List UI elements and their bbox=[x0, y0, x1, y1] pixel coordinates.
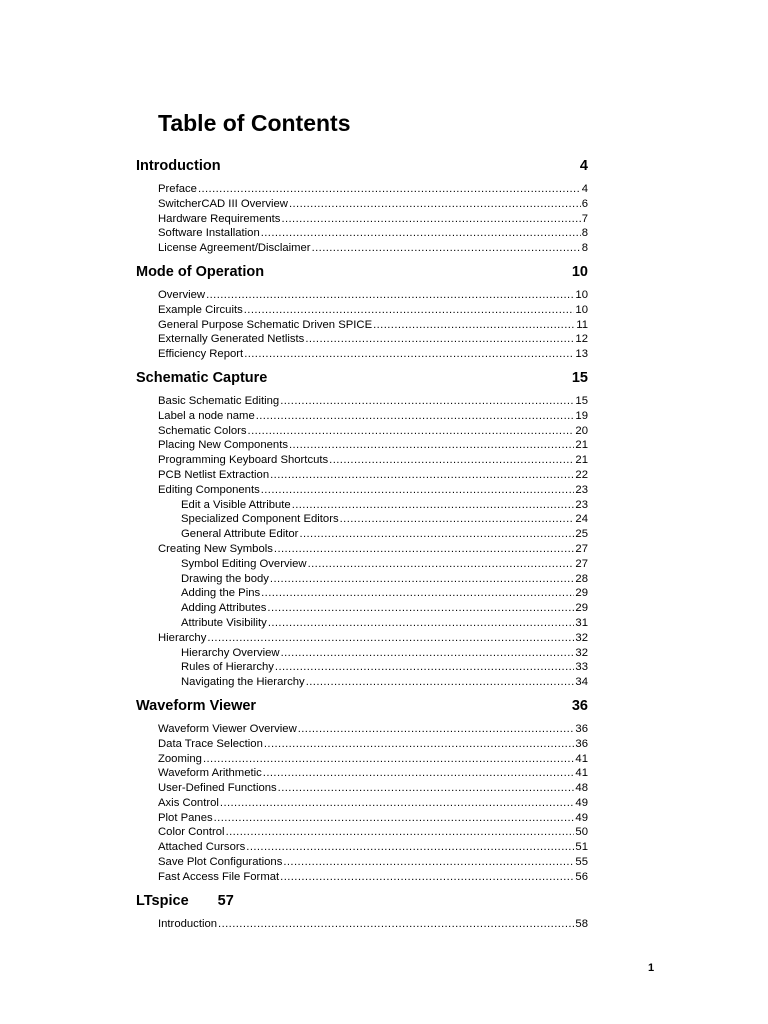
entry-page-number: 22 bbox=[575, 468, 588, 481]
entry-label: Specialized Component Editors bbox=[181, 513, 339, 526]
page-number: 1 bbox=[648, 962, 655, 974]
entry-label: Software Installation bbox=[158, 227, 260, 240]
entry-label: Axis Control bbox=[158, 796, 219, 809]
entry-page-number: 12 bbox=[575, 333, 588, 346]
entry-page-number: 48 bbox=[575, 782, 588, 795]
toc-entry[interactable] bbox=[136, 646, 588, 661]
toc-entry[interactable] bbox=[136, 557, 588, 572]
entry-page-number: 58 bbox=[575, 917, 588, 930]
dot-leader bbox=[274, 542, 575, 557]
toc-entry[interactable] bbox=[136, 542, 588, 557]
dot-leader bbox=[275, 660, 575, 675]
toc-entry[interactable] bbox=[136, 197, 588, 212]
entry-label: Placing New Components bbox=[158, 439, 288, 452]
entry-label: Waveform Viewer Overview bbox=[158, 722, 297, 735]
toc-entry[interactable] bbox=[136, 752, 588, 767]
section-title: Mode of Operation bbox=[136, 263, 265, 280]
entry-page-number: 20 bbox=[575, 424, 588, 437]
toc-section bbox=[136, 695, 588, 885]
dot-leader bbox=[340, 512, 575, 527]
section-title: Introduction bbox=[136, 158, 221, 174]
entry-label: License Agreement/Disclaimer bbox=[158, 242, 311, 255]
toc-entry[interactable] bbox=[136, 409, 588, 424]
dot-leader bbox=[203, 752, 574, 767]
dot-leader bbox=[198, 182, 581, 197]
entry-label: Overview bbox=[158, 288, 206, 301]
entry-page-number: 8 bbox=[581, 242, 588, 255]
entry-label: Preface bbox=[158, 183, 197, 195]
entry-label: Efficiency Report bbox=[158, 348, 244, 361]
entry-label: Schematic Colors bbox=[158, 424, 247, 437]
toc-entry[interactable] bbox=[136, 781, 588, 796]
entry-page-number: 32 bbox=[575, 631, 588, 644]
section-page-number: 4 bbox=[579, 158, 588, 174]
entry-label: Programming Keyboard Shortcuts bbox=[158, 454, 329, 467]
toc-entry[interactable] bbox=[136, 766, 588, 781]
entry-page-number: 41 bbox=[575, 752, 588, 765]
entry-label: Introduction bbox=[158, 917, 218, 930]
dot-leader bbox=[283, 855, 574, 870]
entry-page-number: 23 bbox=[575, 498, 588, 511]
entry-page-number: 55 bbox=[575, 856, 588, 869]
entry-page-number: 36 bbox=[575, 737, 588, 750]
toc-entry[interactable] bbox=[136, 631, 588, 646]
dot-leader bbox=[268, 616, 575, 631]
toc-entry[interactable] bbox=[136, 796, 588, 811]
section-title: LTspice bbox=[136, 892, 189, 909]
section-page-number: 57 bbox=[217, 892, 234, 909]
entry-label: Creating New Symbols bbox=[158, 542, 273, 555]
toc-entry[interactable] bbox=[136, 722, 588, 737]
entry-label: Navigating the Hierarchy bbox=[181, 676, 305, 689]
entry-label: Drawing the body bbox=[181, 572, 269, 585]
dot-leader bbox=[214, 811, 575, 826]
section-heading[interactable] bbox=[136, 695, 588, 717]
entry-label: Color Control bbox=[158, 826, 225, 839]
toc-entry[interactable] bbox=[136, 498, 588, 513]
entry-page-number: 56 bbox=[575, 870, 588, 883]
entry-page-number: 4 bbox=[581, 183, 588, 195]
dot-leader bbox=[264, 737, 575, 752]
dot-leader bbox=[308, 557, 575, 572]
dot-leader bbox=[312, 241, 581, 256]
section-page-number: 36 bbox=[571, 697, 588, 714]
section-heading[interactable] bbox=[136, 890, 588, 912]
entry-label: PCB Netlist Extraction bbox=[158, 468, 270, 481]
toc-entry[interactable] bbox=[136, 675, 588, 690]
entry-list bbox=[136, 917, 588, 932]
toc-entry[interactable] bbox=[136, 737, 588, 752]
entry-label: Example Circuits bbox=[158, 303, 243, 316]
entry-page-number: 27 bbox=[575, 542, 588, 555]
section-heading[interactable] bbox=[136, 261, 588, 283]
entry-label: Basic Schematic Editing bbox=[158, 394, 280, 407]
dot-leader bbox=[289, 197, 581, 212]
dot-leader bbox=[244, 347, 574, 362]
toc-section bbox=[136, 367, 588, 690]
entry-page-number: 15 bbox=[575, 394, 588, 407]
toc-entry[interactable] bbox=[136, 660, 588, 675]
toc-entry[interactable] bbox=[136, 855, 588, 870]
dot-leader bbox=[289, 438, 574, 453]
toc-entry[interactable] bbox=[136, 601, 588, 616]
dot-leader bbox=[270, 468, 574, 483]
entry-label: Symbol Editing Overview bbox=[181, 557, 307, 570]
toc-entry[interactable] bbox=[136, 527, 588, 542]
dot-leader bbox=[373, 318, 575, 333]
entry-label: Adding the Pins bbox=[181, 587, 261, 600]
toc-entry[interactable] bbox=[136, 453, 588, 468]
entry-page-number: 29 bbox=[575, 587, 588, 600]
entry-page-number: 19 bbox=[575, 409, 588, 422]
toc-entry[interactable] bbox=[136, 394, 588, 409]
entry-label: Hierarchy Overview bbox=[181, 646, 280, 659]
entry-label: Rules of Hierarchy bbox=[181, 661, 274, 674]
dot-leader bbox=[281, 646, 575, 661]
toc-entry[interactable] bbox=[136, 226, 588, 241]
entry-label: Edit a Visible Attribute bbox=[181, 498, 291, 511]
entry-page-number: 36 bbox=[575, 722, 588, 735]
page-title: Table of Contents bbox=[158, 110, 351, 136]
toc-entry[interactable] bbox=[136, 616, 588, 631]
entry-label: Zooming bbox=[158, 752, 202, 765]
entry-page-number: 24 bbox=[575, 513, 588, 526]
entry-label: Attached Cursors bbox=[158, 841, 246, 854]
entry-page-number: 32 bbox=[575, 646, 588, 659]
dot-leader bbox=[261, 586, 574, 601]
entry-label: User-Defined Functions bbox=[158, 782, 277, 795]
dot-leader bbox=[206, 288, 574, 303]
dot-leader bbox=[280, 870, 574, 885]
toc-entry[interactable] bbox=[136, 586, 588, 601]
entry-label: Externally Generated Netlists bbox=[158, 333, 305, 346]
toc-entry[interactable] bbox=[136, 870, 588, 885]
toc-entry[interactable] bbox=[136, 303, 588, 318]
toc-entry[interactable] bbox=[136, 212, 588, 227]
entry-page-number: 13 bbox=[575, 348, 588, 361]
entry-list bbox=[136, 182, 588, 256]
entry-page-number: 11 bbox=[576, 318, 588, 331]
table-of-contents bbox=[136, 155, 588, 936]
entry-label: General Purpose Schematic Driven SPICE bbox=[158, 318, 373, 331]
dot-leader bbox=[299, 527, 574, 542]
entry-label: Data Trace Selection bbox=[158, 737, 263, 750]
toc-entry[interactable] bbox=[136, 288, 588, 303]
dot-leader bbox=[218, 917, 574, 932]
entry-label: Save Plot Configurations bbox=[158, 856, 283, 869]
entry-list bbox=[136, 288, 588, 362]
entry-page-number: 41 bbox=[575, 767, 588, 780]
entry-label: Hierarchy bbox=[158, 631, 207, 644]
dot-leader bbox=[256, 409, 575, 424]
dot-leader bbox=[246, 840, 574, 855]
dot-leader bbox=[248, 424, 575, 439]
toc-entry[interactable] bbox=[136, 318, 588, 333]
entry-label: Attribute Visibility bbox=[181, 616, 267, 629]
toc-entry[interactable] bbox=[136, 572, 588, 587]
toc-entry[interactable] bbox=[136, 468, 588, 483]
dot-leader bbox=[220, 796, 575, 811]
dot-leader bbox=[329, 453, 574, 468]
toc-entry[interactable] bbox=[136, 332, 588, 347]
toc-entry[interactable] bbox=[136, 811, 588, 826]
toc-entry[interactable] bbox=[136, 241, 588, 256]
toc-entry[interactable] bbox=[136, 512, 588, 527]
dot-leader bbox=[263, 766, 575, 781]
entry-page-number: 10 bbox=[575, 288, 588, 301]
toc-entry[interactable] bbox=[136, 917, 588, 932]
section-page-number: 15 bbox=[571, 369, 588, 386]
entry-page-number: 49 bbox=[575, 811, 588, 824]
toc-entry[interactable] bbox=[136, 424, 588, 439]
entry-label: Plot Panes bbox=[158, 811, 213, 824]
dot-leader bbox=[305, 332, 574, 347]
dot-leader bbox=[267, 601, 574, 616]
entry-label: Editing Components bbox=[158, 483, 260, 496]
entry-page-number: 27 bbox=[575, 557, 588, 570]
section-heading[interactable] bbox=[136, 155, 588, 177]
entry-page-number: 51 bbox=[575, 841, 588, 854]
dot-leader bbox=[270, 572, 575, 587]
dot-leader bbox=[278, 781, 575, 796]
entry-label: Hardware Requirements bbox=[158, 212, 281, 225]
entry-list bbox=[136, 394, 588, 690]
section-title: Schematic Capture bbox=[136, 369, 268, 386]
entry-page-number: 28 bbox=[575, 572, 588, 585]
entry-page-number: 31 bbox=[575, 616, 588, 629]
entry-page-number: 50 bbox=[575, 826, 588, 839]
dot-leader bbox=[244, 303, 575, 318]
dot-leader bbox=[281, 212, 580, 227]
dot-leader bbox=[207, 631, 574, 646]
dot-leader bbox=[261, 483, 575, 498]
entry-page-number: 29 bbox=[575, 602, 588, 615]
dot-leader bbox=[306, 675, 575, 690]
entry-page-number: 21 bbox=[575, 439, 588, 452]
entry-label: Fast Access File Format bbox=[158, 870, 280, 883]
toc-section bbox=[136, 155, 588, 256]
toc-entry[interactable] bbox=[136, 483, 588, 498]
dot-leader bbox=[261, 226, 581, 241]
dot-leader bbox=[280, 394, 574, 409]
section-title: Waveform Viewer bbox=[136, 697, 257, 714]
toc-entry[interactable] bbox=[136, 438, 588, 453]
section-heading[interactable] bbox=[136, 367, 588, 389]
entry-page-number: 33 bbox=[575, 661, 588, 674]
section-page-number: 10 bbox=[571, 263, 588, 280]
entry-page-number: 6 bbox=[581, 197, 588, 210]
toc-section bbox=[136, 261, 588, 362]
entry-label: Waveform Arithmetic bbox=[158, 767, 262, 780]
entry-page-number: 25 bbox=[575, 528, 588, 541]
toc-entry[interactable] bbox=[136, 347, 588, 362]
entry-page-number: 34 bbox=[575, 676, 588, 689]
toc-entry[interactable] bbox=[136, 840, 588, 855]
entry-page-number: 7 bbox=[581, 212, 588, 225]
entry-list bbox=[136, 722, 588, 885]
toc-entry[interactable] bbox=[136, 182, 588, 197]
entry-label: Label a node name bbox=[158, 409, 255, 422]
dot-leader bbox=[298, 722, 575, 737]
entry-page-number: 21 bbox=[575, 454, 588, 467]
entry-label: Adding Attributes bbox=[181, 602, 267, 615]
entry-page-number: 23 bbox=[575, 483, 588, 496]
entry-page-number: 10 bbox=[575, 303, 588, 316]
entry-label: General Attribute Editor bbox=[181, 528, 299, 541]
entry-label: SwitcherCAD III Overview bbox=[158, 197, 288, 210]
toc-entry[interactable] bbox=[136, 825, 588, 840]
dot-leader bbox=[292, 498, 575, 513]
entry-page-number: 8 bbox=[581, 227, 588, 240]
entry-page-number: 49 bbox=[575, 796, 588, 809]
toc-section bbox=[136, 890, 588, 932]
dot-leader bbox=[226, 825, 575, 840]
